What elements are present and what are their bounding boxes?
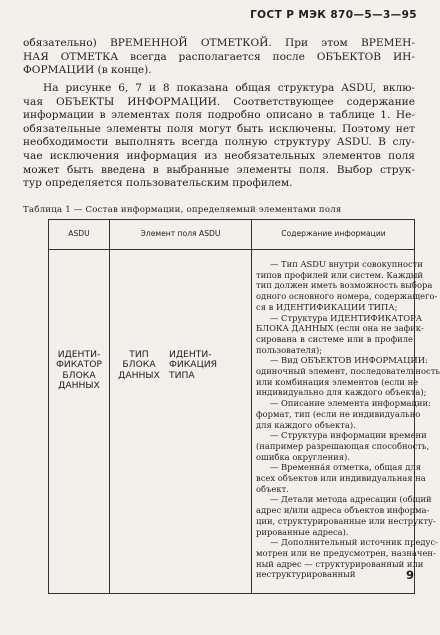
content-line: всех объектов или индивидуальная на (256, 473, 426, 484)
content-line: — Структура информации времени (270, 430, 427, 441)
cell-line: ТИПА (169, 369, 195, 381)
content-line: — Тип ASDU внутри совокупности (270, 259, 423, 269)
header-divider (49, 249, 414, 250)
paragraph-line: обязательно) ВРЕМЕННОЙ ОТМЕТКОЙ. При этом ВРЕМЕН- (23, 37, 415, 49)
content-line: — Структура ИДЕНТИФИКАТОРА (270, 312, 423, 323)
cell-line: БЛОКА (122, 359, 156, 371)
cell-line: ДАННЫХ (118, 369, 160, 381)
header-content: Содержание информации (281, 229, 386, 238)
content-line: одного основного номера, содержащего- (256, 291, 438, 302)
content-line: формат, тип (если не индивидуально (256, 408, 421, 419)
content-line: мотрен или не предусмотрен, назначен- (256, 547, 436, 558)
paragraph-line: обязательные элементы поля могут быть исключены. Поэтому нет (23, 122, 415, 135)
info-table (48, 219, 440, 594)
content-line: ный адрес — структурированный или (256, 558, 424, 569)
page-number: 9 (406, 568, 415, 582)
paragraph-line: ФОРМАЦИИ (в конце). (23, 64, 152, 77)
content-line: индивидуально для каждого объекта); (256, 387, 427, 398)
column-divider (251, 220, 252, 593)
content-line: (например разрешающая способность, (256, 440, 430, 451)
cell-content (256, 259, 440, 580)
cell-line: ДАННЫХ (58, 380, 100, 392)
header-element: Элемент поля ASDU (140, 229, 221, 238)
content-line: неструктурированный (256, 569, 356, 580)
content-line: или комбинация элементов (если не (256, 376, 419, 387)
paragraph-line: чая ОБЪЕКТЫ ИНФОРМАЦИИ. Соответствующее содержание (23, 95, 415, 108)
content-line: пользователя); (256, 344, 323, 355)
paragraph-line: НАЯ ОТМЕТКА всегда располагается после ОБЪЕКТОВ ИН- (23, 50, 415, 63)
cell-line: ИДЕНТИ- (57, 349, 101, 360)
cell-asdu (49, 350, 109, 392)
table-caption: Таблица 1 — Состав информации, определяемый элементами поля (23, 205, 342, 215)
paragraph-1 (23, 37, 415, 78)
content-line: — Вид ОБЪЕКТОВ ИНФОРМАЦИИ: (270, 355, 428, 366)
cell-line: ТИП (129, 349, 149, 360)
content-line: — Временна́я отметка, общая для (270, 462, 421, 473)
cell-line: ИДЕНТИ- (169, 349, 212, 360)
content-line: рированные адреса). (256, 526, 349, 537)
content-line: ции, структурированные или неструкту- (256, 515, 436, 526)
content-line: объект. (256, 483, 289, 494)
content-line: для каждого объекта). (256, 419, 356, 430)
cell-element-id (167, 350, 229, 381)
column-divider (109, 220, 110, 593)
cell-element-type (111, 350, 167, 381)
paragraph-line: может быть введена в выбранные элементы поля. Выбор струк- (23, 163, 415, 176)
content-line: сирована в системе или в профиле (256, 333, 413, 344)
content-line: — Дополнительный источник предус- (270, 537, 439, 548)
paragraph-line: необходимости выполнять всегда полную структуру ASDU. В слу- (23, 136, 415, 149)
content-line: БЛОКА ДАННЫХ (если она не зафик- (256, 323, 424, 334)
paragraph-line: тур определяется пользовательским профилем. (23, 177, 293, 190)
content-line: адрес и/или адреса объектов информа- (256, 505, 430, 516)
document-header: ГОСТ Р МЭК 870—5—3—95 (250, 9, 417, 21)
content-line: типов профилей или систем. Каждый (256, 269, 423, 280)
content-line: ошибка округления). (256, 451, 350, 462)
content-line: — Детали метода адресации (общий (270, 494, 432, 505)
content-line: тип должен иметь возможность выбора (256, 280, 433, 291)
content-line: ся в ИДЕНТИФИКАЦИИ ТИПА; (256, 301, 398, 312)
paragraph-line: чае исключения информация из необязательных элементов поля (23, 149, 415, 162)
header-asdu: ASDU (68, 229, 90, 238)
paragraph-line: На рисунке 6, 7 и 8 показана общая структура ASDU, вклю- (43, 82, 415, 94)
cell-line: БЛОКА (62, 369, 96, 381)
paragraph-line: информации в элементах поля подробно описано в таблице 1. Не- (23, 109, 415, 122)
content-line: — Описание элемента информации: (270, 398, 431, 409)
cell-line: ФИКАТОР (56, 359, 102, 371)
content-line: одиночный элемент, последовательность (256, 366, 440, 377)
cell-line: ФИКАЦИЯ (169, 359, 217, 371)
paragraph-2 (23, 82, 415, 191)
